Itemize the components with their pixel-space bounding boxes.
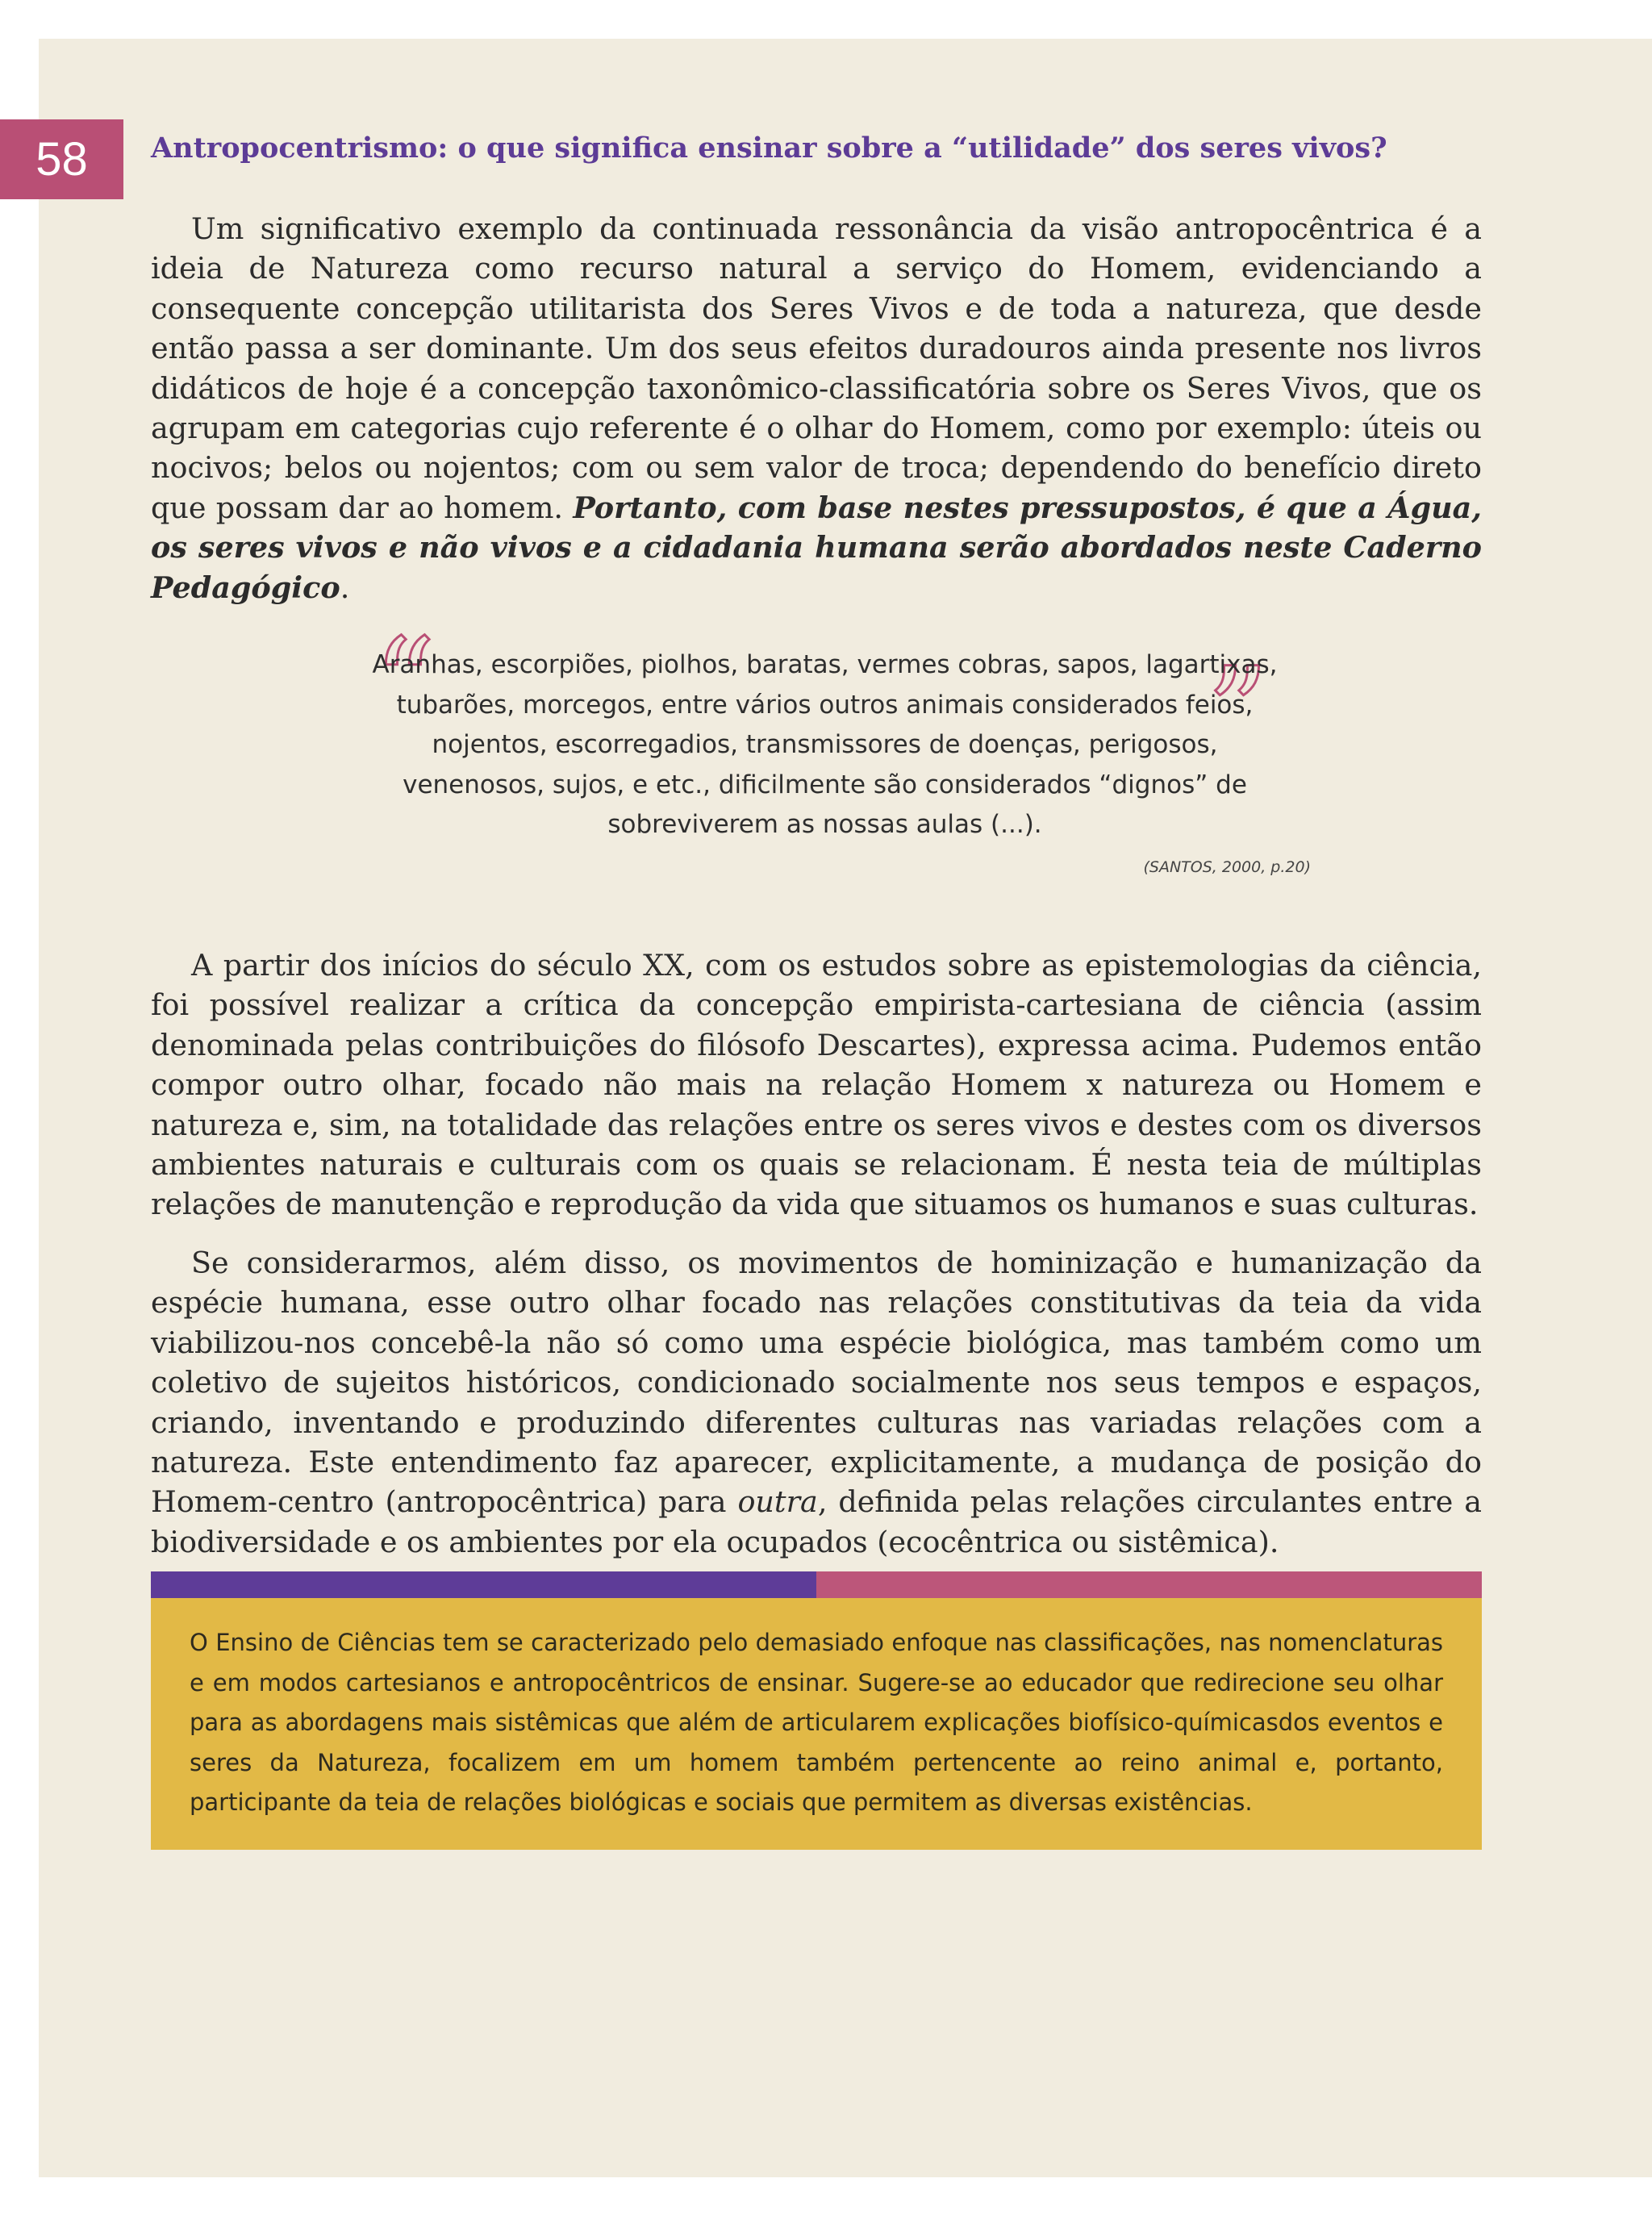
paragraph-3 — [151, 1243, 1482, 1562]
paragraph-3-italic: outra — [737, 1484, 818, 1520]
paragraph-1 — [151, 209, 1482, 607]
paragraph-1-end: . — [340, 570, 350, 605]
paragraph-3-text: Se considerarmos, além disso, os movimentos de hominização e humanização da espécie humana, esse outro olhar focado nas relações constitutivas da teia da vida viabilizou-nos concebê-la não só como uma espécie biológica, mas também como um coletivo de sujeitos históricos, condicionado socialmente nos seus tempos e espaços, criando, inventando e produzindo diferentes culturas nas variadas relações com a natureza. Este entendimento faz aparecer, explicitamente, a mudança de posição do Homem-centro (antropocêntrica) para — [151, 1246, 1482, 1520]
paragraph-3-end: , definida pelas relações circulantes entre a biodiversidade e os ambientes por ela ocupados (ecocêntrica ou sistêmica). — [151, 1484, 1482, 1559]
section-heading: Antropocentrismo: o que significa ensinar sobre a “utilidade” dos seres vivos? — [151, 131, 1387, 165]
note-top-bar-pink — [816, 1571, 1482, 1598]
paragraph-2: A partir dos inícios do século XX, com os estudos sobre as epistemologias da ciência, foi possível realizar a crítica da concepção empirista-cartesiana de ciência (assim denominada pelas contribuições do filósofo Descartes), expressa acima. Pudemos então compor outro olhar, focado não mais na relação Homem x natureza ou Homem e natureza e, sim, na totalidade das relações entre os seres vivos e destes com os diversos ambientes naturais e culturais com os quais se relacionam. É nesta teia de múltiplas relações de manutenção e reprodução da vida que situamos os humanos e suas culturas. — [151, 948, 1482, 1222]
note-top-bar-purple — [151, 1571, 816, 1598]
teacher-note-box — [151, 1598, 1482, 1850]
close-quote-icon: ” — [1207, 642, 1269, 782]
page-number-badge: 58 — [0, 119, 123, 199]
paragraph-1-emphasis: Portanto, com base nestes pressupostos, é que a Água, os seres vivos e não vivos e a cidadania humana serão abordados neste Caderno Pedagógico — [151, 490, 1482, 605]
teacher-note-text: O Ensino de Ciências tem se caracterizado pelo demasiado enfoque nas classificações, nas nomenclaturas e em modos cartesianos e antropocêntricos de ensinar. Sugere-se ao educador que redirecione seu olhar para as abordagens mais sistêmicas que além de articularem explicações biofísico-químicasdos eventos e seres da Natureza, focalizem em um homem também pertencente ao reino animal e, portanto, participante da teia de relações biológicas e sociais que permitem as diversas existências. — [190, 1629, 1443, 1816]
block-quote-text: Aranhas, escorpiões, piolhos, baratas, vermes cobras, sapos, lagartixas, tubarões, morcegos, entre vários outros animais considerados feios, nojentos, escorregadios, transmissores de doenças, perigosos, venenosos, sujos, e etc., dificilmente são considerados “dignos” de sobreviverem as nossas aulas (...). — [372, 650, 1278, 839]
paragraph-1-text: Um significativo exemplo da continuada ressonância da visão antropocêntrica é a ideia de Natureza como recurso natural a serviço do Homem, evidenciando a consequente concepção utilitarista dos Seres Vivos e de toda a natureza, que desde então passa a ser dominante. Um dos seus efeitos duradouros ainda presente nos livros didáticos de hoje é a concepção taxonômico-classificatória sobre os Seres Vivos, que os agrupam em categorias cujo referente é o olhar do Homem, como por exemplo: úteis ou nocivos; belos ou nojentos; com ou sem valor de troca; dependendo do benefício direto que possam dar ao homem. — [151, 211, 1482, 525]
open-quote-icon: “ — [373, 613, 436, 753]
quote-citation: (SANTOS, 2000, p.20) — [1143, 858, 1311, 876]
